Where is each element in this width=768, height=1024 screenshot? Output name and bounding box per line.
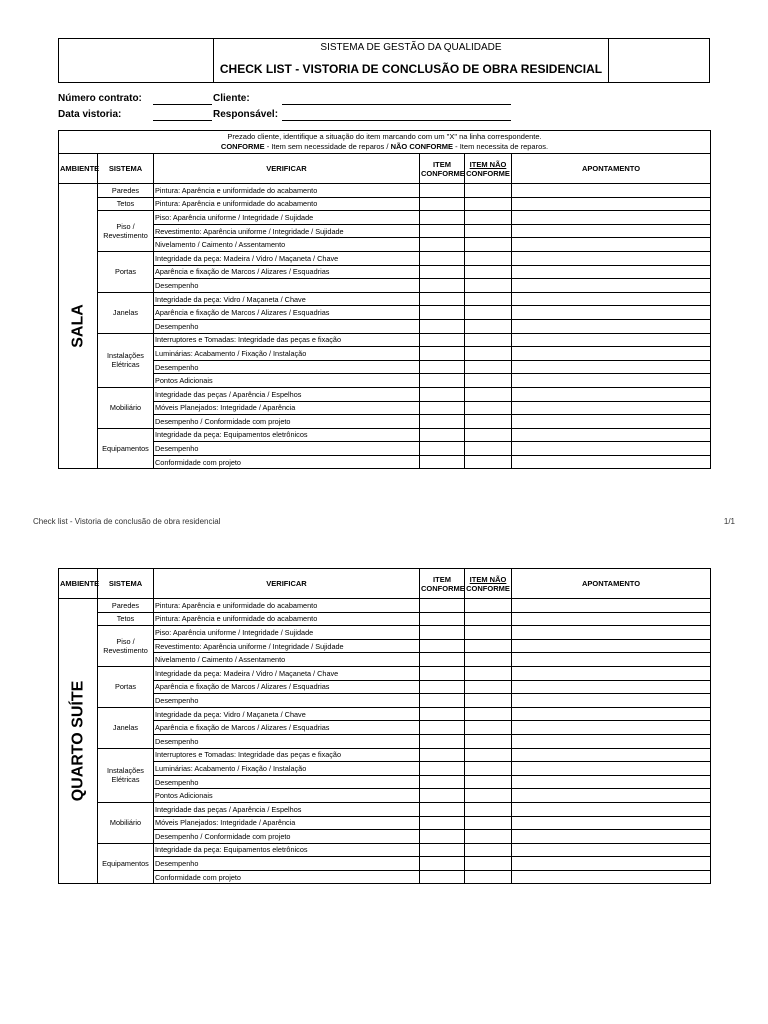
nao-conforme-checkbox-cell[interactable] xyxy=(465,347,512,361)
apontamento-field[interactable] xyxy=(512,197,711,211)
nao-conforme-checkbox-cell[interactable] xyxy=(465,734,512,748)
checklist-row xyxy=(59,211,711,225)
conforme-checkbox-cell[interactable] xyxy=(420,197,465,211)
apontamento-field[interactable] xyxy=(512,721,711,735)
nao-conforme-checkbox-cell[interactable] xyxy=(465,666,512,680)
instructions xyxy=(59,131,711,154)
apontamento-field[interactable] xyxy=(512,857,711,871)
apontamento-field[interactable] xyxy=(512,224,711,238)
conforme-checkbox-cell[interactable] xyxy=(420,455,465,469)
nao-conforme-checkbox-cell[interactable] xyxy=(465,319,512,333)
apontamento-field[interactable] xyxy=(512,360,711,374)
document-title: CHECK LIST - VISTORIA DE CONCLUSÃO DE OBRA RESIDENCIAL xyxy=(219,62,603,76)
checklist-row xyxy=(59,599,711,613)
nao-conforme-checkbox-cell[interactable] xyxy=(465,762,512,776)
verificar-cell: Integridade da peça: Equipamentos eletrônicos xyxy=(154,843,420,857)
checklist-table-sala xyxy=(58,130,711,469)
conforme-checkbox-cell[interactable] xyxy=(420,707,465,721)
verificar-cell: Interruptores e Tomadas: Integridade das peças e fixação xyxy=(154,748,420,762)
conforme-term: CONFORME xyxy=(220,142,265,151)
nao-conforme-checkbox-cell[interactable] xyxy=(465,612,512,626)
conforme-checkbox-cell[interactable] xyxy=(420,387,465,401)
conforme-checkbox-cell[interactable] xyxy=(420,599,465,613)
verificar-cell: Nivelamento / Caimento / Assentamento xyxy=(154,653,420,667)
conforme-checkbox-cell[interactable] xyxy=(420,401,465,415)
nao-conforme-checkbox-cell[interactable] xyxy=(465,333,512,347)
verificar-cell: Móveis Planejados: Integridade / Aparência xyxy=(154,401,420,415)
nao-conforme-checkbox-cell[interactable] xyxy=(465,184,512,198)
apontamento-field[interactable] xyxy=(512,680,711,694)
sistema-cell: Equipamentos xyxy=(98,428,154,469)
ambiente-cell xyxy=(59,184,98,469)
checklist-row xyxy=(59,442,711,456)
apontamento-field[interactable] xyxy=(512,306,711,320)
apontamento-field[interactable] xyxy=(512,843,711,857)
checklist-row xyxy=(59,775,711,789)
verificar-cell: Conformidade com projeto xyxy=(154,870,420,884)
verificar-cell: Desempenho xyxy=(154,319,420,333)
conforme-checkbox-cell[interactable] xyxy=(420,680,465,694)
apontamento-field[interactable] xyxy=(512,694,711,708)
apontamento-field[interactable] xyxy=(512,748,711,762)
nao-conforme-checkbox-cell[interactable] xyxy=(465,292,512,306)
apontamento-field[interactable] xyxy=(512,870,711,884)
checklist-row xyxy=(59,224,711,238)
nao-conforme-checkbox-cell[interactable] xyxy=(465,306,512,320)
checklist-row xyxy=(59,666,711,680)
contract-label: Número contrato: xyxy=(58,93,142,104)
apontamento-field[interactable] xyxy=(512,374,711,388)
sistema-cell: Instalações Elétricas xyxy=(98,333,154,387)
checklist-row xyxy=(59,721,711,735)
checklist-row xyxy=(59,626,711,640)
verificar-cell: Integridade da peça: Vidro / Maçaneta / Chave xyxy=(154,707,420,721)
nao-conforme-checkbox-cell[interactable] xyxy=(465,387,512,401)
verificar-cell: Pintura: Aparência e uniformidade do acabamento xyxy=(154,612,420,626)
verificar-cell: Desempenho / Conformidade com projeto xyxy=(154,830,420,844)
nao-conforme-checkbox-cell[interactable] xyxy=(465,224,512,238)
responsible-field[interactable] xyxy=(282,120,511,121)
checklist-row xyxy=(59,680,711,694)
checklist-row xyxy=(59,197,711,211)
checklist-row xyxy=(59,292,711,306)
sistema-cell: Tetos xyxy=(98,197,154,211)
conforme-checkbox-cell[interactable] xyxy=(420,843,465,857)
nao-conforme-checkbox-cell[interactable] xyxy=(465,251,512,265)
column-header-row xyxy=(59,569,711,599)
checklist-row xyxy=(59,830,711,844)
conforme-checkbox-cell[interactable] xyxy=(420,802,465,816)
conforme-checkbox-cell[interactable] xyxy=(420,870,465,884)
conforme-checkbox-cell[interactable] xyxy=(420,265,465,279)
conforme-checkbox-cell[interactable] xyxy=(420,184,465,198)
nao-conforme-checkbox-cell[interactable] xyxy=(465,401,512,415)
verificar-cell: Aparência e fixação de Marcos / Alizares / Esquadrias xyxy=(154,680,420,694)
checklist-row xyxy=(59,333,711,347)
sistema-cell: Portas xyxy=(98,251,154,292)
nao-conforme-checkbox-cell[interactable] xyxy=(465,211,512,225)
sistema-cell: Janelas xyxy=(98,707,154,748)
col-item-conforme: ITEM CONFORME xyxy=(420,154,465,184)
nao-conforme-checkbox-cell[interactable] xyxy=(465,680,512,694)
conforme-checkbox-cell[interactable] xyxy=(420,775,465,789)
nao-conforme-checkbox-cell[interactable] xyxy=(465,653,512,667)
sistema-cell: Mobiliário xyxy=(98,387,154,428)
col-sistema: SISTEMA xyxy=(98,154,154,184)
conforme-checkbox-cell[interactable] xyxy=(420,666,465,680)
nao-conforme-checkbox-cell[interactable] xyxy=(465,802,512,816)
nao-conforme-checkbox-cell[interactable] xyxy=(465,442,512,456)
document-header xyxy=(58,38,710,83)
nao-conforme-checkbox-cell[interactable] xyxy=(465,265,512,279)
system-name: SISTEMA DE GESTÃO DA QUALIDADE xyxy=(320,42,502,53)
conforme-checkbox-cell[interactable] xyxy=(420,721,465,735)
conforme-checkbox-cell[interactable] xyxy=(420,211,465,225)
date-label: Data vistoria: xyxy=(58,109,122,120)
col-apontamento: APONTAMENTO xyxy=(512,569,711,599)
checklist-row xyxy=(59,843,711,857)
checklist-row xyxy=(59,360,711,374)
nao-conforme-checkbox-cell[interactable] xyxy=(465,455,512,469)
verificar-cell: Piso: Aparência uniforme / Integridade / Sujidade xyxy=(154,626,420,640)
conforme-checkbox-cell[interactable] xyxy=(420,639,465,653)
header-right-cell xyxy=(609,39,709,82)
verificar-cell: Aparência e fixação de Marcos / Alizares / Esquadrias xyxy=(154,721,420,735)
checklist-row xyxy=(59,401,711,415)
conforme-checkbox-cell[interactable] xyxy=(420,762,465,776)
checklist-row xyxy=(59,789,711,803)
nao-conforme-checkbox-cell[interactable] xyxy=(465,843,512,857)
nao-conforme-checkbox-cell[interactable] xyxy=(465,830,512,844)
verificar-cell: Desempenho / Conformidade com projeto xyxy=(154,415,420,429)
conforme-checkbox-cell[interactable] xyxy=(420,428,465,442)
apontamento-field[interactable] xyxy=(512,639,711,653)
nao-conforme-checkbox-cell[interactable] xyxy=(465,870,512,884)
conforme-checkbox-cell[interactable] xyxy=(420,238,465,252)
checklist-row xyxy=(59,639,711,653)
apontamento-field[interactable] xyxy=(512,333,711,347)
apontamento-field[interactable] xyxy=(512,830,711,844)
sistema-cell: Piso / Revestimento xyxy=(98,626,154,667)
col-verificar: VERIFICAR xyxy=(154,569,420,599)
responsible-label: Responsável: xyxy=(213,109,279,120)
nao-conforme-checkbox-cell[interactable] xyxy=(465,415,512,429)
conforme-checkbox-cell[interactable] xyxy=(420,306,465,320)
apontamento-field[interactable] xyxy=(512,279,711,293)
checklist-row xyxy=(59,455,711,469)
ambiente-cell xyxy=(59,599,98,884)
verificar-cell: Integridade da peça: Equipamentos eletrônicos xyxy=(154,428,420,442)
conforme-checkbox-cell[interactable] xyxy=(420,612,465,626)
instructions-line1: Prezado cliente, identifique a situação do item marcando com um "X" na linha correspondente. xyxy=(227,132,542,141)
conforme-checkbox-cell[interactable] xyxy=(420,374,465,388)
column-header-row xyxy=(59,154,711,184)
conforme-desc: - Item sem necessidade de reparos / xyxy=(264,142,391,151)
verificar-cell: Integridade das peças / Aparência / Espelhos xyxy=(154,387,420,401)
verificar-cell: Piso: Aparência uniforme / Integridade / Sujidade xyxy=(154,211,420,225)
apontamento-field[interactable] xyxy=(512,415,711,429)
apontamento-field[interactable] xyxy=(512,347,711,361)
apontamento-field[interactable] xyxy=(512,251,711,265)
conforme-checkbox-cell[interactable] xyxy=(420,347,465,361)
col-verificar: VERIFICAR xyxy=(154,154,420,184)
conforme-checkbox-cell[interactable] xyxy=(420,830,465,844)
verificar-cell: Interruptores e Tomadas: Integridade das peças e fixação xyxy=(154,333,420,347)
nao-conforme-checkbox-cell[interactable] xyxy=(465,816,512,830)
verificar-cell: Integridade da peça: Madeira / Vidro / Maçaneta / Chave xyxy=(154,251,420,265)
checklist-row xyxy=(59,653,711,667)
apontamento-field[interactable] xyxy=(512,775,711,789)
checklist-row xyxy=(59,279,711,293)
conforme-checkbox-cell[interactable] xyxy=(420,442,465,456)
checklist-row xyxy=(59,428,711,442)
col-sistema: SISTEMA xyxy=(98,569,154,599)
nao-conforme-checkbox-cell[interactable] xyxy=(465,748,512,762)
col-item-nao-conforme: ITEM NÃO CONFORME xyxy=(465,154,512,184)
conforme-checkbox-cell[interactable] xyxy=(420,694,465,708)
nao-conforme-checkbox-cell[interactable] xyxy=(465,789,512,803)
nao-conforme-checkbox-cell[interactable] xyxy=(465,775,512,789)
sistema-cell: Mobiliário xyxy=(98,802,154,843)
verificar-cell: Pontos Adicionais xyxy=(154,374,420,388)
verificar-cell: Revestimento: Aparência uniforme / Integridade / Sujidade xyxy=(154,639,420,653)
nao-conforme-checkbox-cell[interactable] xyxy=(465,626,512,640)
ambiente-label: SALA xyxy=(69,304,87,349)
sistema-cell: Instalações Elétricas xyxy=(98,748,154,802)
apontamento-field[interactable] xyxy=(512,599,711,613)
apontamento-field[interactable] xyxy=(512,707,711,721)
checklist-row xyxy=(59,238,711,252)
verificar-cell: Desempenho xyxy=(154,360,420,374)
verificar-cell: Integridade das peças / Aparência / Espelhos xyxy=(154,802,420,816)
conforme-checkbox-cell[interactable] xyxy=(420,360,465,374)
apontamento-field[interactable] xyxy=(512,734,711,748)
sistema-cell: Paredes xyxy=(98,599,154,613)
verificar-cell: Desempenho xyxy=(154,442,420,456)
verificar-cell: Pontos Adicionais xyxy=(154,789,420,803)
conforme-checkbox-cell[interactable] xyxy=(420,816,465,830)
apontamento-field[interactable] xyxy=(512,292,711,306)
conforme-checkbox-cell[interactable] xyxy=(420,789,465,803)
verificar-cell: Desempenho xyxy=(154,775,420,789)
checklist-row xyxy=(59,816,711,830)
instructions-line2 xyxy=(60,142,709,152)
verificar-cell: Aparência e fixação de Marcos / Alizares / Esquadrias xyxy=(154,265,420,279)
col-ambiente: AMBIENTE xyxy=(59,569,98,599)
conforme-checkbox-cell[interactable] xyxy=(420,857,465,871)
col-ambiente: AMBIENTE xyxy=(59,154,98,184)
sistema-cell: Janelas xyxy=(98,292,154,333)
verificar-cell: Desempenho xyxy=(154,279,420,293)
col-item-nao-conforme: ITEM NÃO CONFORME xyxy=(465,569,512,599)
conforme-checkbox-cell[interactable] xyxy=(420,319,465,333)
apontamento-field[interactable] xyxy=(512,626,711,640)
sistema-cell: Equipamentos xyxy=(98,843,154,884)
verificar-cell: Pintura: Aparência e uniformidade do acabamento xyxy=(154,184,420,198)
verificar-cell: Luminárias: Acabamento / Fixação / Instalação xyxy=(154,762,420,776)
footer-title: Check list - Vistoria de conclusão de obra residencial xyxy=(33,517,221,526)
checklist-row xyxy=(59,707,711,721)
sistema-cell: Piso / Revestimento xyxy=(98,211,154,252)
apontamento-field[interactable] xyxy=(512,653,711,667)
nao-conforme-checkbox-cell[interactable] xyxy=(465,599,512,613)
apontamento-field[interactable] xyxy=(512,802,711,816)
footer-page-number: 1/1 xyxy=(723,517,735,526)
conforme-checkbox-cell[interactable] xyxy=(420,292,465,306)
nao-conforme-checkbox-cell[interactable] xyxy=(465,428,512,442)
conforme-checkbox-cell[interactable] xyxy=(420,734,465,748)
apontamento-field[interactable] xyxy=(512,789,711,803)
nao-conforme-desc: - Item necessita de reparos. xyxy=(453,142,549,151)
apontamento-field[interactable] xyxy=(512,666,711,680)
nao-conforme-term: NÃO CONFORME xyxy=(390,142,454,151)
verificar-cell: Integridade da peça: Madeira / Vidro / Maçaneta / Chave xyxy=(154,666,420,680)
nao-conforme-checkbox-cell[interactable] xyxy=(465,360,512,374)
sistema-cell: Portas xyxy=(98,666,154,707)
apontamento-field[interactable] xyxy=(512,762,711,776)
verificar-cell: Móveis Planejados: Integridade / Aparência xyxy=(154,816,420,830)
nao-conforme-checkbox-cell[interactable] xyxy=(465,374,512,388)
client-label: Cliente: xyxy=(213,93,250,104)
nao-conforme-checkbox-cell[interactable] xyxy=(465,279,512,293)
col-apontamento: APONTAMENTO xyxy=(512,154,711,184)
logo-cell xyxy=(59,39,214,82)
conforme-checkbox-cell[interactable] xyxy=(420,748,465,762)
checklist-row xyxy=(59,612,711,626)
verificar-cell: Revestimento: Aparência uniforme / Integridade / Sujidade xyxy=(154,224,420,238)
ambiente-label: QUARTO SUÍTE xyxy=(69,680,87,802)
verificar-cell: Luminárias: Acabamento / Fixação / Instalação xyxy=(154,347,420,361)
header-title-cell xyxy=(214,39,609,82)
verificar-cell: Desempenho xyxy=(154,694,420,708)
nao-conforme-checkbox-cell[interactable] xyxy=(465,707,512,721)
checklist-row xyxy=(59,251,711,265)
apontamento-field[interactable] xyxy=(512,612,711,626)
page-footer xyxy=(33,517,735,526)
checklist-row xyxy=(59,319,711,333)
checklist-row xyxy=(59,748,711,762)
apontamento-field[interactable] xyxy=(512,428,711,442)
conforme-checkbox-cell[interactable] xyxy=(420,279,465,293)
apontamento-field[interactable] xyxy=(512,319,711,333)
sistema-cell: Paredes xyxy=(98,184,154,198)
verificar-cell: Pintura: Aparência e uniformidade do acabamento xyxy=(154,197,420,211)
apontamento-field[interactable] xyxy=(512,265,711,279)
apontamento-field[interactable] xyxy=(512,387,711,401)
client-field[interactable] xyxy=(282,104,511,105)
checklist-row xyxy=(59,870,711,884)
checklist-row xyxy=(59,306,711,320)
apontamento-field[interactable] xyxy=(512,442,711,456)
verificar-cell: Desempenho xyxy=(154,857,420,871)
apontamento-field[interactable] xyxy=(512,401,711,415)
nao-conforme-checkbox-cell[interactable] xyxy=(465,721,512,735)
apontamento-field[interactable] xyxy=(512,238,711,252)
date-field[interactable] xyxy=(153,120,212,121)
conforme-checkbox-cell[interactable] xyxy=(420,626,465,640)
checklist-row xyxy=(59,694,711,708)
checklist-row xyxy=(59,802,711,816)
contract-field[interactable] xyxy=(153,104,212,105)
apontamento-field[interactable] xyxy=(512,211,711,225)
nao-conforme-checkbox-cell[interactable] xyxy=(465,694,512,708)
verificar-cell: Conformidade com projeto xyxy=(154,455,420,469)
apontamento-field[interactable] xyxy=(512,816,711,830)
verificar-cell: Pintura: Aparência e uniformidade do acabamento xyxy=(154,599,420,613)
nao-conforme-checkbox-cell[interactable] xyxy=(465,197,512,211)
nao-conforme-checkbox-cell[interactable] xyxy=(465,857,512,871)
verificar-cell: Integridade da peça: Vidro / Maçaneta / Chave xyxy=(154,292,420,306)
checklist-row xyxy=(59,857,711,871)
conforme-checkbox-cell[interactable] xyxy=(420,333,465,347)
checklist-row xyxy=(59,734,711,748)
checklist-row xyxy=(59,374,711,388)
sistema-cell: Tetos xyxy=(98,612,154,626)
checklist-row xyxy=(59,415,711,429)
checklist-row xyxy=(59,265,711,279)
nao-conforme-checkbox-cell[interactable] xyxy=(465,238,512,252)
verificar-cell: Nivelamento / Caimento / Assentamento xyxy=(154,238,420,252)
apontamento-field[interactable] xyxy=(512,184,711,198)
conforme-checkbox-cell[interactable] xyxy=(420,415,465,429)
verificar-cell: Desempenho xyxy=(154,734,420,748)
checklist-row xyxy=(59,387,711,401)
apontamento-field[interactable] xyxy=(512,455,711,469)
checklist-row xyxy=(59,762,711,776)
conforme-checkbox-cell[interactable] xyxy=(420,653,465,667)
checklist-row xyxy=(59,347,711,361)
checklist-table-quarto-suite xyxy=(58,568,711,884)
conforme-checkbox-cell[interactable] xyxy=(420,251,465,265)
checklist-row xyxy=(59,184,711,198)
col-item-conforme: ITEM CONFORME xyxy=(420,569,465,599)
nao-conforme-checkbox-cell[interactable] xyxy=(465,639,512,653)
verificar-cell: Aparência e fixação de Marcos / Alizares / Esquadrias xyxy=(154,306,420,320)
conforme-checkbox-cell[interactable] xyxy=(420,224,465,238)
